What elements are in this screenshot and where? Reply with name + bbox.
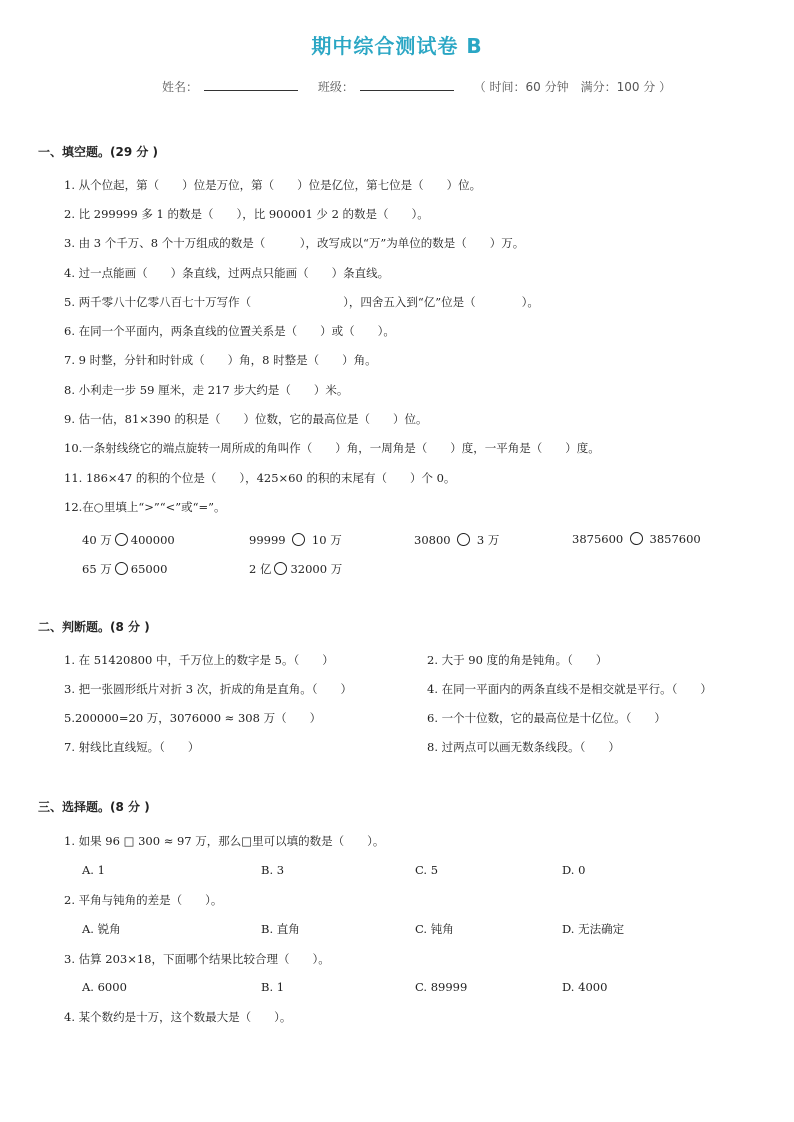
choice-option-b[interactable]: B. 直角 <box>261 922 300 936</box>
class-blank[interactable] <box>360 78 454 91</box>
compare-circle[interactable] <box>115 533 128 546</box>
judge-item: 5.200000=20 万，3076000 ≈ 308 万（ ） <box>64 711 322 725</box>
choice-option-d[interactable]: D. 无法确定 <box>562 922 625 936</box>
compare-item <box>249 532 342 548</box>
student-info-row <box>162 78 671 95</box>
page-title: 期中综合测试卷 B <box>311 34 483 58</box>
fill-question: 6. 在同一个平面内，两条直线的位置关系是（ ）或（ ）。 <box>64 324 395 338</box>
compare-item <box>572 532 701 546</box>
choice-option-c[interactable]: C. 5 <box>415 863 439 877</box>
choice-option-d[interactable]: D. 4000 <box>562 980 608 994</box>
choice-question: 2. 平角与钝角的差是（ ）。 <box>64 893 223 907</box>
choice-question: 4. 某个数约是十万，这个数最大是（ ）。 <box>64 1010 292 1024</box>
choice-option-d[interactable]: D. 0 <box>562 863 586 877</box>
judge-item: 7. 射线比直线短。（ ） <box>64 740 200 754</box>
compare-left: 2 亿 <box>249 562 272 576</box>
judge-item: 3. 把一张圆形纸片对折 3 次，折成的角是直角。（ ） <box>64 682 353 696</box>
fill-question: 4. 过一点能画（ ）条直线，过两点只能画（ ）条直线。 <box>64 266 390 280</box>
judge-item: 8. 过两点可以画无数条线段。（ ） <box>427 740 620 754</box>
name-blank[interactable] <box>204 78 298 91</box>
choice-option-c[interactable]: C. 钝角 <box>415 922 454 936</box>
judge-item: 6. 一个十位数，它的最高位是十亿位。（ ） <box>427 711 666 725</box>
compare-item <box>249 561 342 577</box>
class-label: 班级： <box>317 80 354 94</box>
section-choice-title: 三、选择题。(8 分 ) <box>38 800 150 814</box>
fill-question: 5. 两千零八十亿零八百七十万写作（ ），四舍五入到“亿”位是（ ）。 <box>64 295 539 309</box>
choice-option-b[interactable]: B. 3 <box>261 863 285 877</box>
compare-right: 3 万 <box>476 533 500 547</box>
compare-item <box>82 561 167 577</box>
compare-right: 32000 万 <box>290 562 343 576</box>
compare-left: 3875600 <box>572 532 624 546</box>
fill-question: 10.一条射线绕它的端点旋转一周所成的角叫作（ ）角，一周角是（ ）度，一平角是（ ）度。 <box>64 441 600 455</box>
compare-item <box>82 532 175 548</box>
choice-question: 3. 估算 203×18，下面哪个结果比较合理（ ）。 <box>64 952 330 966</box>
judge-item: 4. 在同一平面内的两条直线不是相交就是平行。（ ） <box>427 682 712 696</box>
choice-option-a[interactable]: A. 锐角 <box>82 922 121 936</box>
fill-question: 8. 小利走一步 59 厘米，走 217 步大约是（ ）米。 <box>64 383 349 397</box>
exam-meta: （ 时间：60 分钟 满分：100 分 ） <box>473 80 672 94</box>
section-judge-title: 二、判断题。(8 分 ) <box>38 620 150 634</box>
compare-left: 40 万 <box>82 533 112 547</box>
judge-item: 2. 大于 90 度的角是钝角。（ ） <box>427 653 608 667</box>
choice-option-a[interactable]: A. 1 <box>82 863 105 877</box>
judge-item: 1. 在 51420800 中，千万位上的数字是 5。（ ） <box>64 653 334 667</box>
compare-circle[interactable] <box>274 562 287 575</box>
choice-option-a[interactable]: A. 6000 <box>82 980 127 994</box>
compare-item <box>414 532 499 548</box>
compare-right: 65000 <box>130 562 168 576</box>
fill-question: 7. 9 时整，分针和时针成（ ）角，8 时整是（ ）角。 <box>64 353 377 367</box>
compare-left: 65 万 <box>82 562 112 576</box>
fill-question: 3. 由 3 个千万、8 个十万组成的数是（ ），改写成以“万”为单位的数是（ ）万。 <box>64 236 525 250</box>
name-label: 姓名： <box>162 80 199 94</box>
compare-left: 30800 <box>414 533 451 547</box>
compare-circle[interactable] <box>292 533 305 546</box>
fill-question: 12.在○里填上“>”“<”或“=”。 <box>64 500 226 514</box>
choice-option-c[interactable]: C. 89999 <box>415 980 468 994</box>
choice-option-b[interactable]: B. 1 <box>261 980 285 994</box>
section-fill-blank-title: 一、填空题。(29 分 ) <box>38 145 159 159</box>
choice-question: 1. 如果 96 □ 300 ≈ 97 万，那么□里可以填的数是（ ）。 <box>64 834 385 848</box>
fill-question: 2. 比 299999 多 1 的数是（ ），比 900001 少 2 的数是（ ）。 <box>64 207 429 221</box>
compare-right: 3857600 <box>649 532 701 546</box>
compare-right: 400000 <box>130 533 175 547</box>
compare-left: 99999 <box>249 533 286 547</box>
fill-question: 9. 估一估，81×390 的积是（ ）位数，它的最高位是（ ）位。 <box>64 412 428 426</box>
compare-right: 10 万 <box>311 533 342 547</box>
compare-circle[interactable] <box>457 533 470 546</box>
fill-question: 11. 186×47 的积的个位是（ ），425×60 的积的末尾有（ ）个 0。 <box>64 471 456 485</box>
compare-circle[interactable] <box>115 562 128 575</box>
compare-circle[interactable] <box>630 532 643 545</box>
fill-question: 1. 从个位起，第（ ）位是万位，第（ ）位是亿位，第七位是（ ）位。 <box>64 178 482 192</box>
